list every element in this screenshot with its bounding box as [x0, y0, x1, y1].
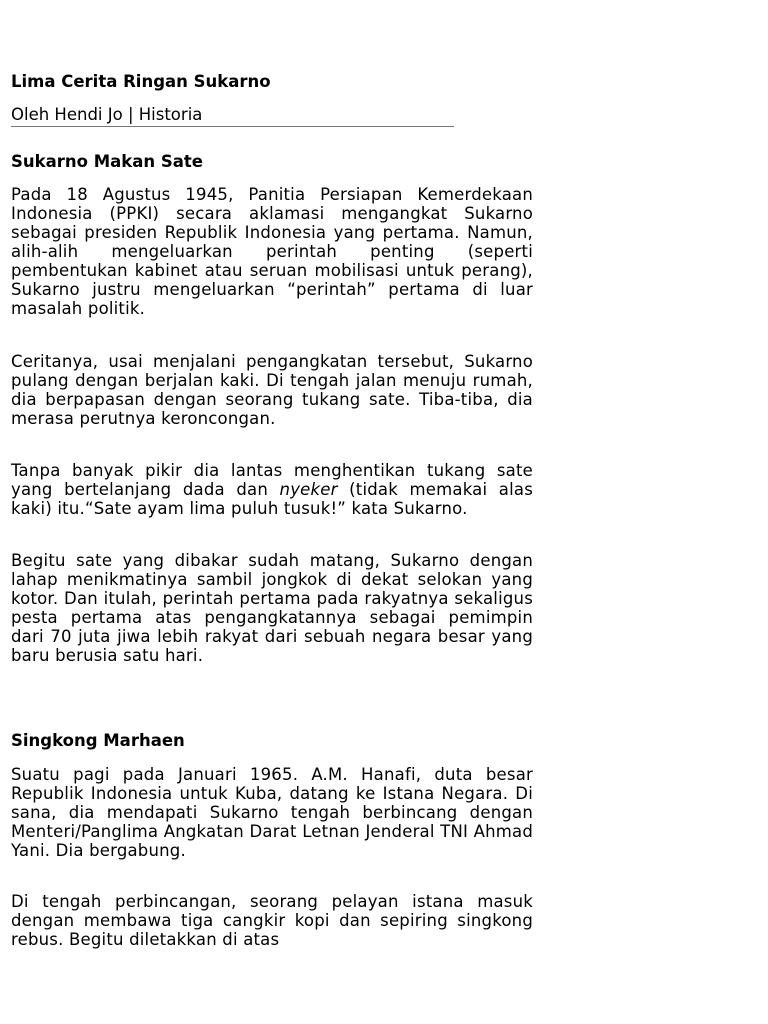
- paragraph-text: (tidak memakai alas kaki) itu.“Sate ayam lima puluh tusuk!” kata Sukarno.: [11, 480, 533, 518]
- section-heading-singkong-marhaen: Singkong Marhaen: [11, 731, 185, 750]
- paragraph: Pada 18 Agustus 1945, Panitia Persiapan Kemerdekaan Indonesia (PPKI) secara aklamasi mengangkat Sukarno sebagai presiden Republik Indonesia yang pertama. Namun, alih-alih mengeluarkan perintah penting (seperti pembentukan kabinet atau seruan mobilisasi untuk perang), Sukarno justru mengeluarkan “perintah” pertama di luar masalah politik.: [11, 185, 533, 318]
- document-title: Lima Cerita Ringan Sukarno: [11, 72, 271, 91]
- paragraph: Begitu sate yang dibakar sudah matang, Sukarno dengan lahap menikmatinya sambil jongkok di dekat selokan yang kotor. Dan itulah, perintah pertama pada rakyatnya sekaligus pesta pertama atas pengangkatannya sebagai pemimpin dari 70 juta jiwa lebih rakyat dari sebuah negara besar yang baru berusia satu hari.: [11, 551, 533, 665]
- paragraph: [11, 461, 533, 518]
- section-heading-sukarno-makan-sate: Sukarno Makan Sate: [11, 152, 203, 171]
- byline: Oleh Hendi Jo | Historia: [11, 105, 454, 127]
- paragraph: Suatu pagi pada Januari 1965. A.M. Hanafi, duta besar Republik Indonesia untuk Kuba, datang ke Istana Negara. Di sana, dia mendapati Sukarno tengah berbincang dengan Menteri/Panglima Angkatan Darat Letnan Jenderal TNI Ahmad Yani. Dia bergabung.: [11, 765, 533, 860]
- italic-term: nyeker: [279, 480, 338, 499]
- paragraph-text: Tanpa banyak pikir dia lantas menghentikan tukang sate yang bertelanjang dada dan: [11, 461, 533, 499]
- paragraph: Di tengah perbincangan, seorang pelayan istana masuk dengan membawa tiga cangkir kopi dan sepiring singkong rebus. Begitu diletakkan di atas: [11, 892, 533, 949]
- paragraph: Ceritanya, usai menjalani pengangkatan tersebut, Sukarno pulang dengan berjalan kaki. Di tengah jalan menuju rumah, dia berpapasan dengan seorang tukang sate. Tiba-tiba, dia merasa perutnya keroncongan.: [11, 352, 533, 428]
